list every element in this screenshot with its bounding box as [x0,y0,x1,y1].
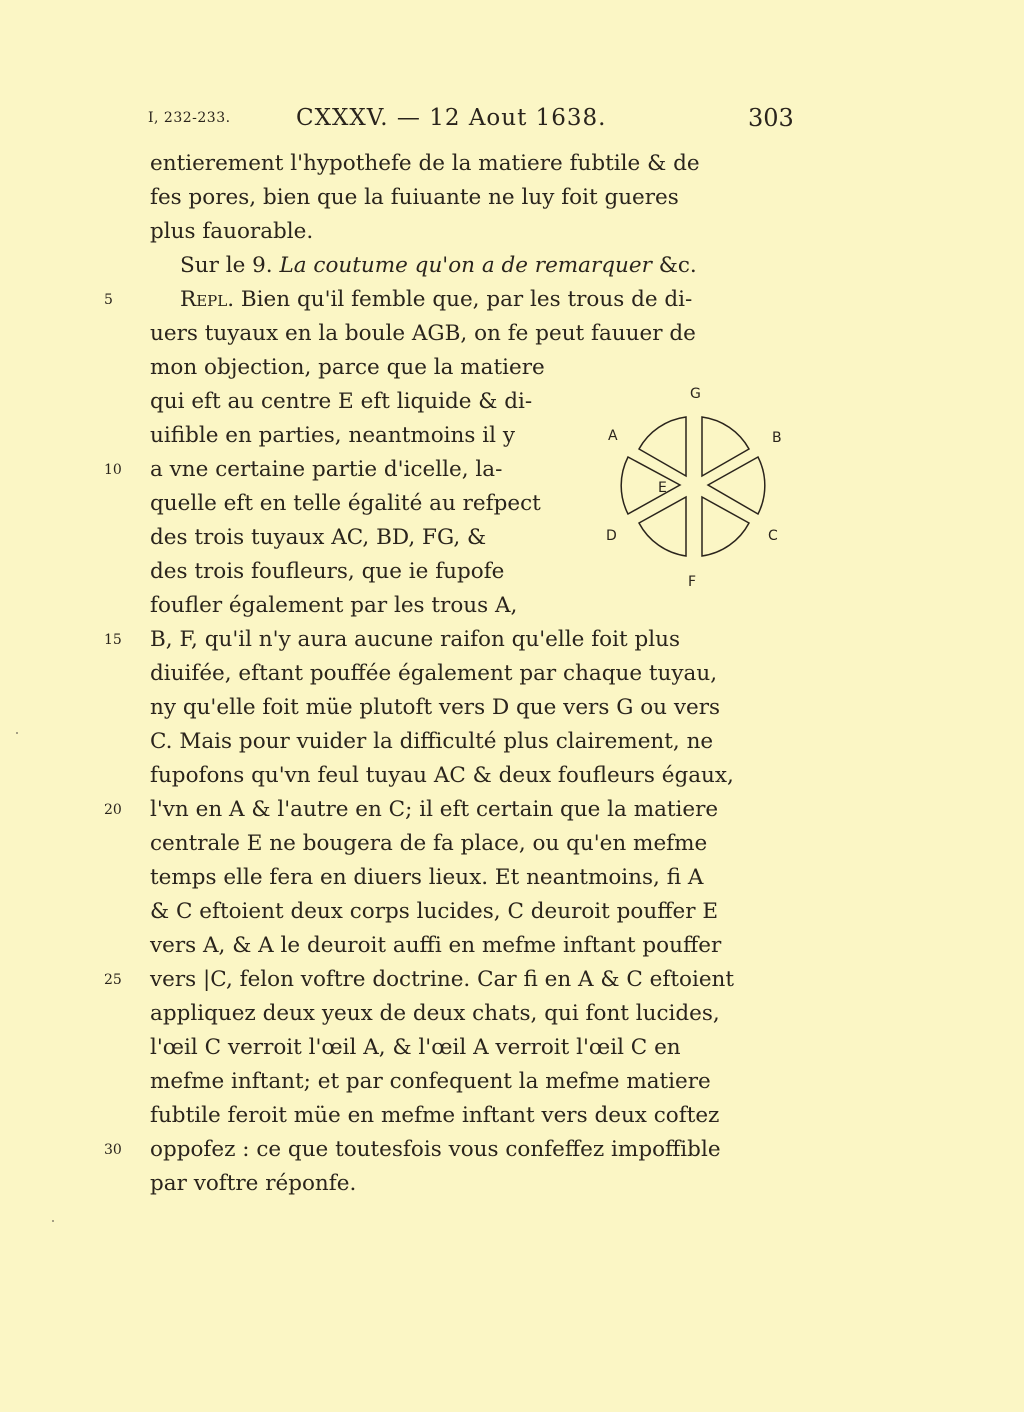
diagram-label-d: D [606,528,617,544]
etc-abbreviation: &c. [658,253,697,278]
text-line: centrale E ne bougera de fa place, ou qu'en mefme [150,831,708,856]
text-line [180,283,792,317]
text-line: temps elle fera en diuers lieux. Et neantmoins, fi A [150,865,704,890]
text-line: entierement l'hypothefe de la matiere fubtile & de [150,151,700,176]
diagram-label-b: B [772,430,782,446]
text-line: C. Mais pour vuider la difficulté plus clairement, ne [150,729,714,754]
quoted-passage: La coutume qu'on a de remarquer [279,253,652,278]
diagram-label-e: E [658,480,667,496]
diagram-label-g: G [690,386,701,402]
line-number: 10 [104,462,122,478]
line-number: 25 [104,972,122,988]
line-number: 20 [104,802,122,818]
page-reference: I, 232-233. [148,110,231,126]
text-line: ny qu'elle foit müe plutoft vers D que vers G ou vers [150,695,721,720]
text-line: plus fauorable. [150,219,314,244]
text-line: vers A, & A le deuroit auffi en mefme inftant pouffer [150,933,722,958]
text-line: des trois tuyaux AC, BD, FG, & [150,525,487,550]
text-line: B, F, qu'il n'y aura aucune raifon qu'elle foit plus [150,627,680,652]
reply-text: Bien qu'il femble que, par les trous de di- [240,287,693,312]
text-line: fubtile feroit müe en mefme inftant vers deux coftez [150,1103,720,1128]
text-line: uers tuyaux en la boule AGB, on fe peut fauuer de [150,321,696,346]
text-line: foufler également par les trous A, [150,593,518,618]
reply-label: Repl. [180,287,235,312]
text-line: a vne certaine partie d'icelle, la- [150,457,503,482]
diagram-wedge-bottom-left [639,497,686,556]
text-line: vers |C, felon voftre doctrine. Car fi en A & C eftoient [150,967,735,992]
text-line: des trois foufleurs, que ie fupofe [150,559,505,584]
diagram-label-c: C [768,528,778,544]
text-line: mon objection, parce que la matiere [150,355,545,380]
text-line: diuifée, eftant pouffée également par chaque tuyau, [150,661,718,686]
page-title: CXXXV. — 12 Aout 1638. [296,105,607,131]
diagram-wedge-top-right [702,417,749,476]
text-line [180,249,792,283]
section-reference: Sur le 9. [180,253,273,278]
diagram-drawing [621,417,765,556]
line-number: 15 [104,632,122,648]
text-line: mefme inftant; et par confequent la mefme matiere [150,1069,711,1094]
text-line: & C eftoient deux corps lucides, C deuroit pouffer E [150,899,719,924]
text-line: oppofez : ce que toutesfois vous confeffez impoffible [150,1137,721,1162]
line-number: 5 [104,292,113,308]
page-number: 303 [748,104,794,132]
line-number: 30 [104,1142,122,1158]
text-line: uifible en parties, neantmoins il y [150,423,515,448]
diagram-label-a: A [608,428,618,444]
text-line: quelle eft en telle égalité au refpect [150,491,541,516]
text-line: appliquez deux yeux de deux chats, qui font lucides, [150,1001,720,1026]
text-line: par voftre réponfe. [150,1171,357,1196]
paper-speck [16,732,18,734]
text-line: l'vn en A & l'autre en C; il eft certain que la matiere [150,797,719,822]
text-line: fupofons qu'vn feul tuyau AC & deux foufleurs égaux, [150,763,734,788]
diagram-label-f: F [688,574,697,590]
tube-sphere-diagram [596,372,796,602]
paper-speck [52,1220,54,1222]
diagram-wedge-bottom-right [702,497,749,556]
text-line: l'œil C verroit l'œil A, & l'œil A verroit l'œil C en [150,1035,681,1060]
text-line: fes pores, bien que la fuiuante ne luy foit gueres [150,185,679,210]
text-line: qui eft au centre E eft liquide & di- [150,389,533,414]
